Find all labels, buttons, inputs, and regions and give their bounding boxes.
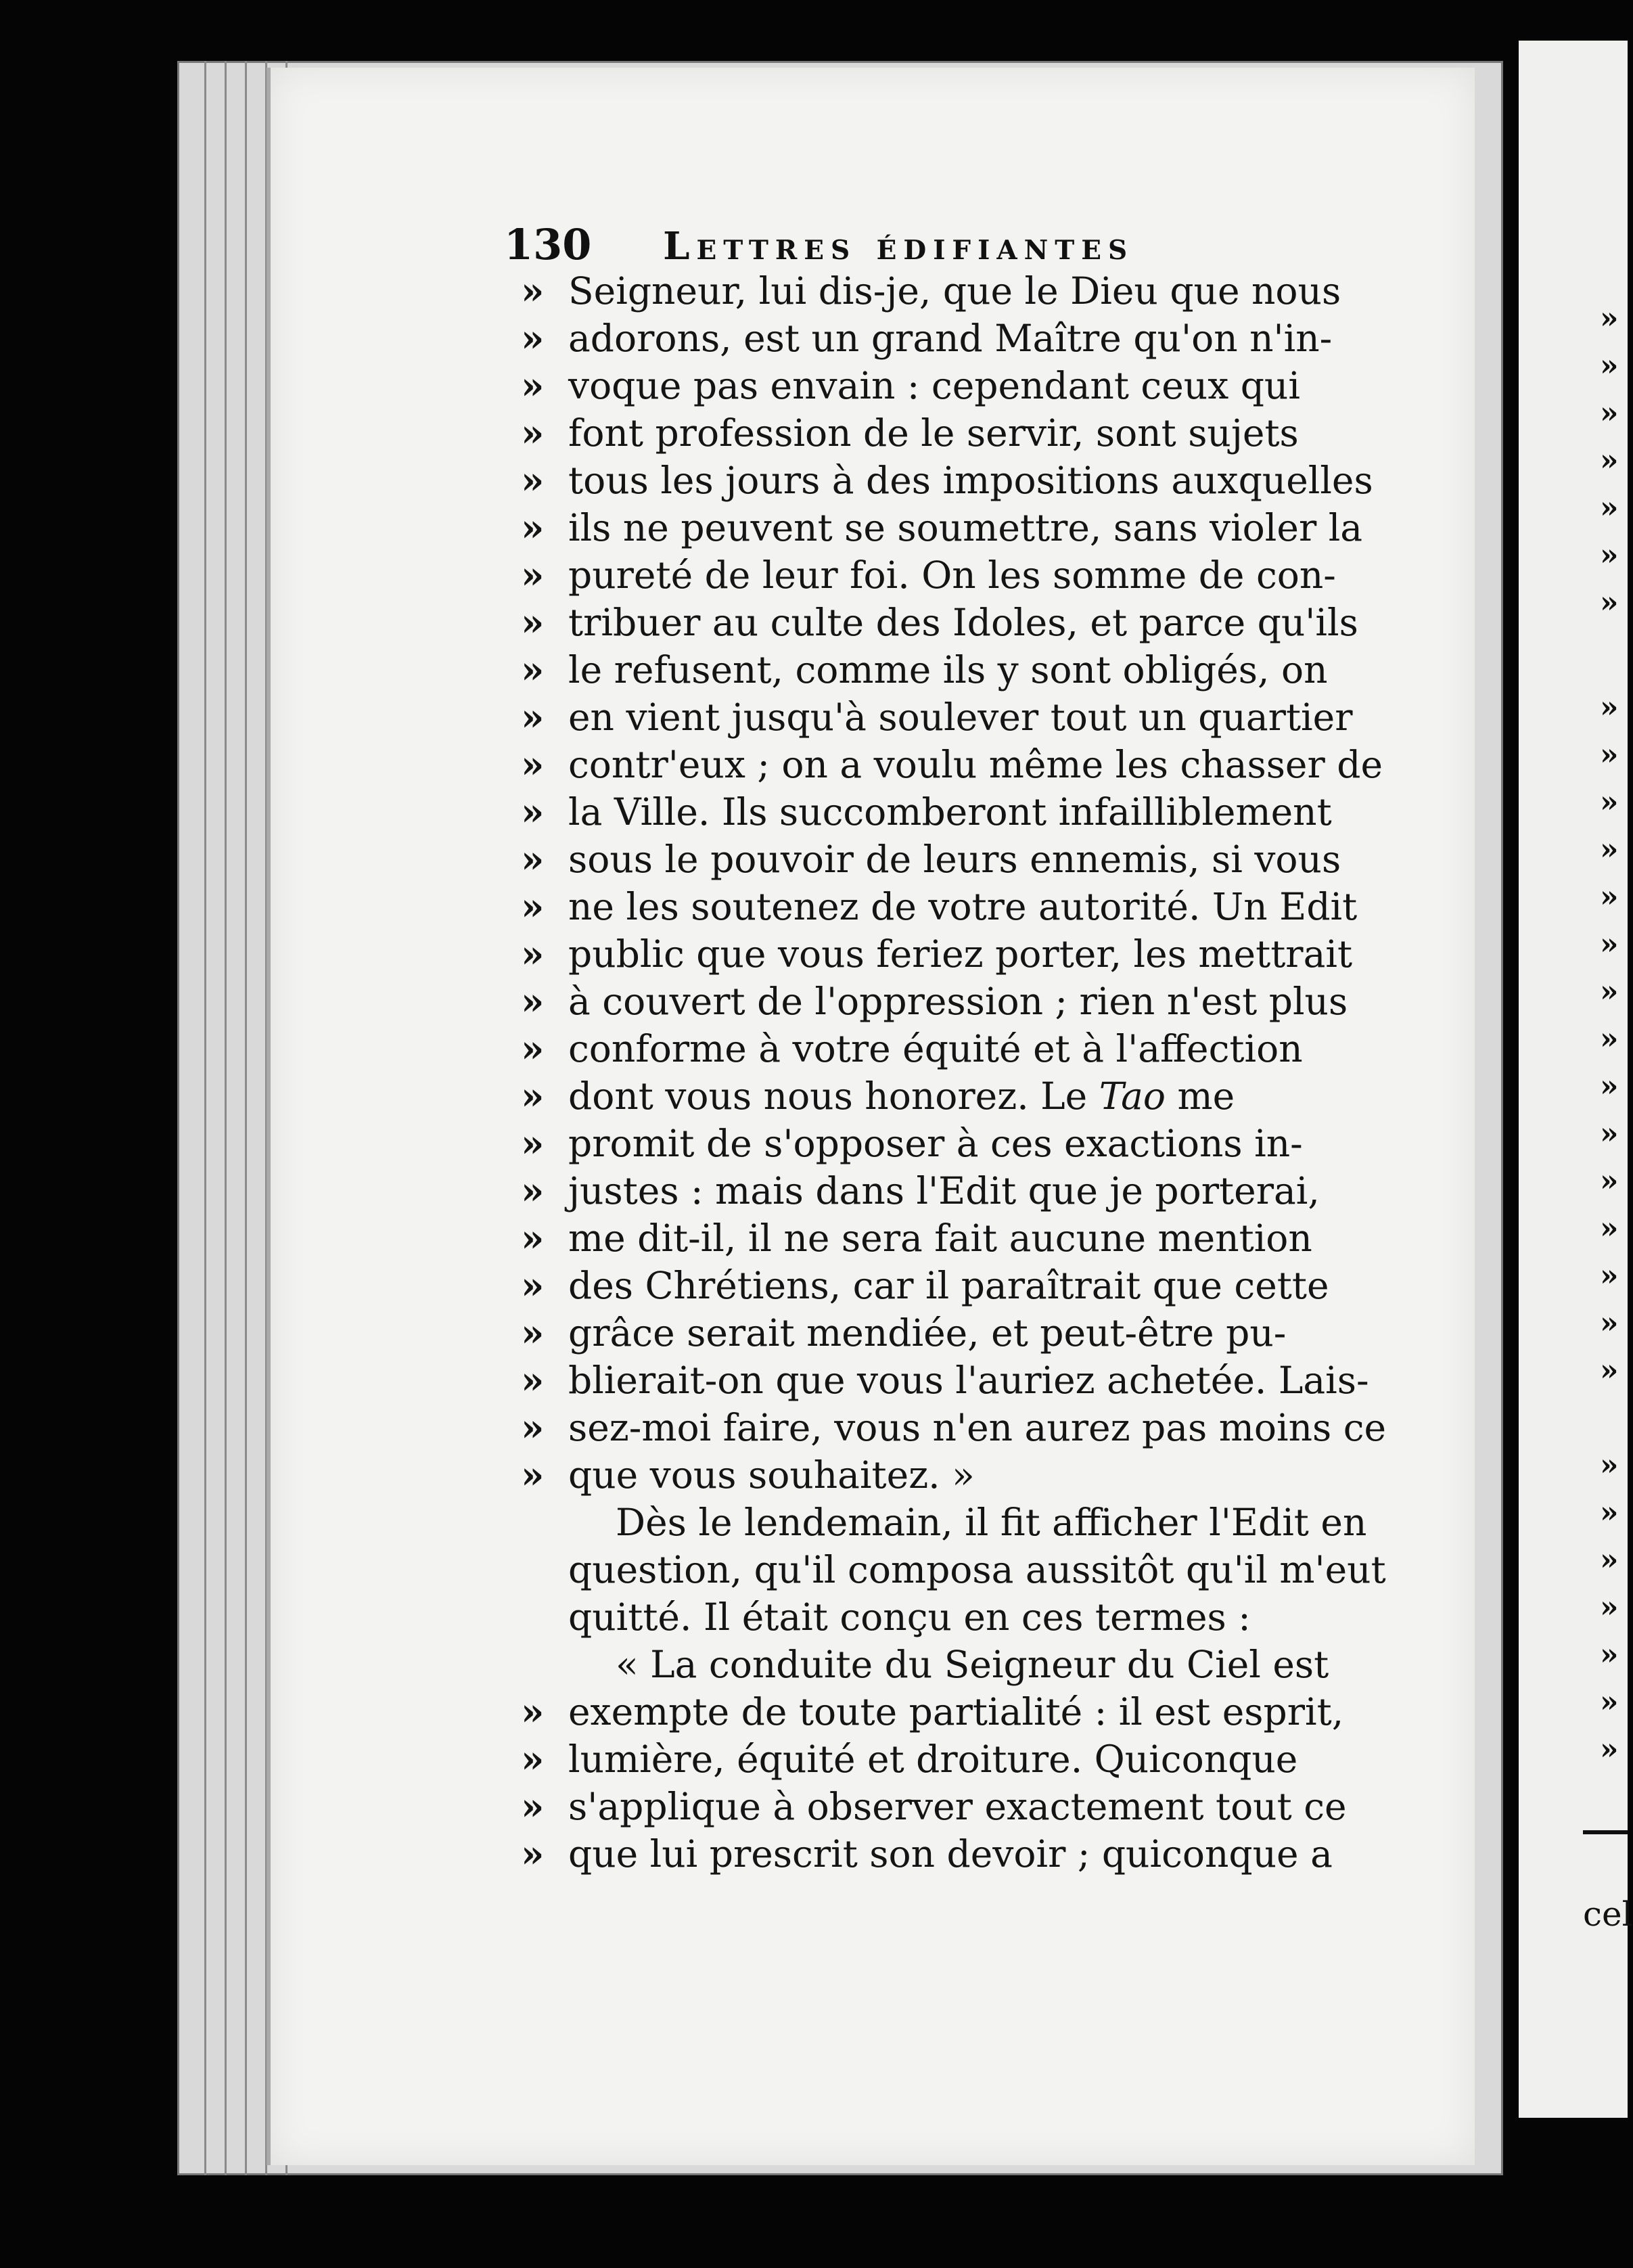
quote-mark: » <box>521 1453 545 1497</box>
line-text: me dit-il, il ne sera fait aucune mention <box>568 1217 1312 1260</box>
line-text: des Chrétiens, car il paraîtrait que cette <box>568 1264 1329 1307</box>
line-text: question, qu'il composa aussitôt qu'il m'eut <box>568 1548 1386 1591</box>
text-line <box>521 788 1366 836</box>
page-edge <box>225 61 227 2175</box>
line-text: public que vous feriez porter, les mettrait <box>568 932 1353 976</box>
quote-mark: » <box>521 932 545 976</box>
facing-quote-mark: » <box>1600 585 1619 620</box>
line-text: ils ne peuvent se soumettre, sans violer la <box>568 506 1363 549</box>
quote-mark: » <box>521 505 545 549</box>
facing-quote-mark: » <box>1600 880 1619 914</box>
facing-quote-mark: » <box>1600 690 1619 725</box>
facing-quote-mark: » <box>1600 1448 1619 1482</box>
quote-mark: » <box>521 1121 545 1165</box>
line-text: sez-moi faire, vous n'en aurez pas moins ce <box>568 1406 1387 1449</box>
quote-mark: » <box>521 1216 545 1260</box>
facing-quote-mark: » <box>1600 538 1619 572</box>
facing-page-rule <box>1583 1830 1628 1834</box>
facing-quote-mark: » <box>1600 1211 1619 1246</box>
text-line <box>521 1546 1386 1593</box>
quote-mark: » <box>521 648 545 691</box>
line-text: que lui prescrit son devoir ; quiconque a <box>568 1832 1333 1876</box>
line-text: blierait-on que vous l'auriez achetée. Lais- <box>568 1359 1369 1402</box>
quote-mark: » <box>521 269 545 313</box>
text-line <box>521 1593 1366 1641</box>
line-text: adorons, est un grand Maître qu'on n'in- <box>568 317 1333 360</box>
line-text: s'applique à observer exactement tout ce <box>568 1785 1347 1828</box>
text-line <box>521 457 1373 504</box>
text-line <box>521 1641 1366 1688</box>
line-text: en vient jusqu'à soulever tout un quartier <box>568 696 1353 739</box>
line-text: tous les jours à des impositions auxquelles <box>568 459 1373 502</box>
quote-mark: » <box>521 1832 545 1876</box>
text-line <box>521 741 1383 788</box>
facing-quote-mark: » <box>1600 1164 1619 1198</box>
quote-mark: » <box>521 458 545 502</box>
text-line <box>521 362 1366 409</box>
page-header <box>504 220 1180 274</box>
text-line <box>521 836 1366 883</box>
page-edge <box>204 61 206 2175</box>
quote-mark: » <box>521 1784 545 1828</box>
text-line <box>521 1120 1366 1167</box>
quote-mark: » <box>521 1169 545 1212</box>
text-line <box>521 1025 1366 1072</box>
text-line <box>521 1262 1366 1309</box>
text-line <box>521 1167 1366 1215</box>
text-line <box>521 599 1366 646</box>
quote-mark: » <box>521 1737 545 1781</box>
facing-quote-mark: » <box>1600 1353 1619 1388</box>
facing-quote-mark: » <box>1600 1637 1619 1672</box>
facing-quote-mark: » <box>1600 1306 1619 1340</box>
line-text: conforme à votre équité et à l'affection <box>568 1027 1303 1070</box>
running-title: Lettres édifiantes <box>663 224 1134 269</box>
text-line <box>521 1404 1387 1451</box>
facing-quote-mark: » <box>1600 443 1619 478</box>
line-text: justes : mais dans l'Edit que je porterai, <box>568 1169 1320 1212</box>
text-line <box>521 1451 1366 1499</box>
quote-mark: » <box>521 1311 545 1355</box>
quote-mark: » <box>521 553 545 597</box>
quote-mark: » <box>521 1026 545 1070</box>
facing-quote-mark: » <box>1600 1590 1619 1625</box>
line-text: contr'eux ; on a voulu même les chasser de <box>568 743 1383 786</box>
text-line <box>521 409 1366 457</box>
text-line <box>521 1309 1366 1357</box>
quote-mark: » <box>521 600 545 644</box>
text-line <box>521 1783 1366 1830</box>
quote-mark: » <box>521 411 545 455</box>
facing-quote-mark: » <box>1600 1685 1619 1719</box>
quote-mark: » <box>521 837 545 881</box>
line-text: sous le pouvoir de leurs ennemis, si vous <box>568 838 1341 881</box>
text-line <box>521 1499 1366 1546</box>
page-edge <box>245 61 247 2175</box>
facing-quote-mark: » <box>1600 301 1619 336</box>
page-edge <box>265 61 267 2175</box>
text-line <box>521 551 1366 599</box>
quote-mark: » <box>521 363 545 407</box>
line-text: dont vous nous honorez. Le Tao me <box>568 1074 1235 1118</box>
text-line <box>521 315 1366 362</box>
facing-quote-mark: » <box>1600 738 1619 772</box>
quote-mark: » <box>521 979 545 1023</box>
facing-quote-mark: » <box>1600 396 1619 430</box>
line-text: tribuer au culte des Idoles, et parce qu'ils <box>568 601 1358 644</box>
text-line <box>521 1830 1366 1878</box>
line-text: exempte de toute partialité : il est esprit, <box>568 1690 1344 1733</box>
quote-mark: » <box>521 695 545 739</box>
italic-word: Tao <box>1099 1074 1166 1118</box>
text-line <box>521 1072 1366 1120</box>
line-text: Dès le lendemain, il fit afficher l'Edit en <box>616 1501 1367 1544</box>
facing-quote-mark: » <box>1600 1022 1619 1056</box>
quote-mark: » <box>521 1263 545 1307</box>
text-line <box>521 694 1366 741</box>
line-text: à couvert de l'oppression ; rien n'est plus <box>568 980 1348 1023</box>
quote-mark: » <box>521 316 545 360</box>
text-line <box>521 646 1366 694</box>
facing-quote-mark: » <box>1600 1543 1619 1577</box>
quote-mark: » <box>521 790 545 834</box>
line-text: Seigneur, lui dis-je, que le Dieu que nous <box>568 269 1341 313</box>
line-text: « La conduite du Seigneur du Ciel est <box>616 1643 1329 1686</box>
text-line <box>521 883 1366 930</box>
quote-mark: » <box>521 1689 545 1733</box>
text-line <box>521 1215 1366 1262</box>
quote-mark: » <box>521 1358 545 1402</box>
facing-quote-mark: » <box>1600 785 1619 819</box>
quote-mark: » <box>521 742 545 786</box>
page-number: 130 <box>504 220 592 269</box>
line-text: que vous souhaitez. » <box>568 1453 975 1497</box>
facing-quote-mark: » <box>1600 927 1619 961</box>
line-text: promit de s'opposer à ces exactions in- <box>568 1122 1303 1165</box>
body-text <box>521 267 1387 1878</box>
facing-page-fragment: cel <box>1583 1895 1633 1934</box>
text-line <box>521 1688 1366 1736</box>
text-line <box>521 978 1366 1025</box>
line-text: grâce serait mendiée, et peut-être pu- <box>568 1311 1287 1355</box>
quote-mark: » <box>521 1405 545 1449</box>
facing-quote-mark: » <box>1600 491 1619 525</box>
facing-page <box>1519 41 1633 2118</box>
text-line <box>521 504 1366 551</box>
line-text: la Ville. Ils succomberont infailliblement <box>568 790 1332 834</box>
facing-quote-mark: » <box>1600 1116 1619 1151</box>
quote-mark: » <box>521 1074 545 1118</box>
facing-quote-mark: » <box>1600 1732 1619 1767</box>
facing-quote-mark: » <box>1600 1258 1619 1293</box>
line-text: font profession de le servir, sont sujets <box>568 411 1299 455</box>
facing-quote-mark: » <box>1600 974 1619 1009</box>
facing-quote-mark: » <box>1600 1495 1619 1530</box>
text-line <box>521 1357 1369 1404</box>
facing-quote-mark: » <box>1600 1069 1619 1104</box>
line-text: pureté de leur foi. On les somme de con- <box>568 553 1336 597</box>
line-text: quitté. Il était conçu en ces termes : <box>568 1595 1251 1639</box>
line-text: ne les soutenez de votre autorité. Un Edit <box>568 885 1358 928</box>
line-text: lumière, équité et droiture. Quiconque <box>568 1738 1298 1781</box>
line-text: voque pas envain : cependant ceux qui <box>568 364 1300 407</box>
line-text: le refusent, comme ils y sont obligés, on <box>568 648 1328 691</box>
facing-quote-mark: » <box>1600 832 1619 867</box>
text-line <box>521 1736 1366 1783</box>
quote-mark: » <box>521 884 545 928</box>
text-line <box>521 930 1366 978</box>
text-line <box>521 267 1366 315</box>
facing-quote-mark: » <box>1600 348 1619 383</box>
